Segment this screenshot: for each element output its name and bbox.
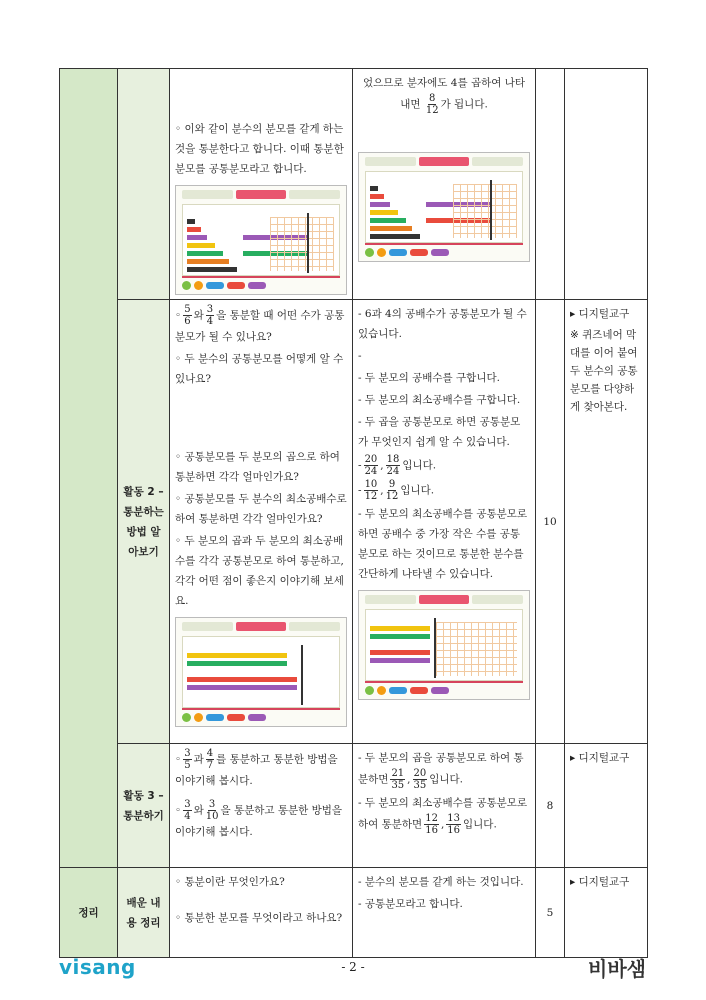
answer: - $\frac{10}{12}$ , $\frac{9}{12}$ 입니다. — [358, 479, 435, 502]
app-screenshot — [358, 590, 530, 700]
page-number: - 2 - — [341, 960, 365, 974]
student-text: 었으므로 분자에도 4를 곱하여 나타내면 — [362, 77, 526, 111]
answer: - 공통분모라고 합니다. — [358, 898, 463, 910]
question: ◦ $\frac{3}{4}$ 와 $\frac{3}{10}$ 을 통분하고 통분한 방법을 이야기해 봅시다. — [175, 799, 343, 838]
time-value: 5 — [536, 868, 565, 958]
tool-cell — [565, 69, 648, 300]
student-cell — [353, 300, 536, 744]
time-value: 8 — [536, 744, 565, 868]
table-row — [60, 744, 648, 868]
question: ◦ 두 분모의 곱과 두 분모의 최소공배수를 각각 공통분모로 하여 통분하고, 각각 어떤 점이 좋은지 이야기해 보세요. — [175, 535, 344, 607]
time-value: 10 — [536, 300, 565, 744]
tool-note: ※ 퀴즈네어 막대를 이어 붙여 두 분수의 공통분모를 다양하게 찾아본다. — [570, 329, 638, 413]
tool-cell — [565, 300, 648, 744]
question: ◦ $\frac{3}{5}$ 과 $\frac{4}{7}$ 를 통분하고 통분한 방법을 이야기해 봅시다. — [175, 748, 338, 787]
app-screenshot — [175, 185, 347, 295]
teacher-cell — [170, 69, 353, 300]
vivasam-logo: 비바샘 — [588, 957, 646, 981]
answer: - 두 분모의 곱을 공통분모로 하여 통분하면 $\frac{21}{35}$ , $\frac{20}{35}$ 입니다. — [358, 752, 524, 791]
teacher-cell — [170, 744, 353, 868]
teacher-cell — [170, 868, 353, 958]
student-cell — [353, 868, 536, 958]
tool-label: ▸ 디지털교구 — [570, 308, 630, 320]
answer: - 두 분모의 최소공배수를 공통분모로 하여 통분하면 $\frac{12}{16}$ , $\frac{13}{16}$ 입니다. — [358, 797, 528, 836]
answer: - — [358, 350, 362, 362]
teacher-cell — [170, 300, 353, 744]
answer: - 두 분모의 최소공배수를 공통분모로 하면 공배수 중 가장 작은 수를 공통분모로 하는 것이므로 통분한 분수를 간단하게 나타낼 수 있습니다. — [358, 508, 528, 580]
answer: - 두 분모의 최소공배수를 구합니다. — [358, 394, 521, 406]
question: ◦ 공통분모를 두 분모의 곱으로 하여 통분하면 각각 얼마인가요? — [175, 451, 340, 483]
question: ◦ 공통분모를 두 분수의 최소공배수로 하여 통분하면 각각 얼마인가요? — [175, 493, 347, 525]
student-cell — [353, 744, 536, 868]
app-screenshot — [175, 617, 347, 727]
activity-label: 활동 2 – 통분하는 방법 알아보기 — [118, 300, 170, 744]
time-cell — [536, 69, 565, 300]
table-row — [60, 300, 648, 744]
table-row — [60, 69, 648, 300]
answer: - 6과 4의 공배수가 공통분모가 될 수 있습니다. — [358, 308, 527, 340]
lesson-plan-table — [59, 68, 648, 958]
activity-label: 배운 내용 정리 — [118, 868, 170, 958]
answer: - 두 분모의 공배수를 구합니다. — [358, 372, 500, 384]
question: ◦ 두 분수의 공통분모를 어떻게 알 수 있나요? — [175, 353, 344, 385]
teacher-text: ◦ 이와 같이 분수의 분모를 같게 하는 것을 통분한다고 합니다. 이때 통분한 분모를 공통분모라고 합니다. — [175, 123, 344, 175]
stage-cell — [60, 69, 118, 868]
answer: - 두 곱을 공통분모로 하면 공통분모가 무엇인지 쉽게 알 수 있습니다. — [358, 416, 521, 448]
answer: - 분수의 분모를 같게 하는 것입니다. — [358, 876, 524, 888]
student-cell: 었으므로 분자에도 4를 곱하여 나타내면 $\frac{8}{12}$ 가 됩니다. — [353, 69, 536, 300]
question: ◦ 통분이란 무엇인가요? — [175, 876, 285, 888]
tool-label: ▸ 디지털교구 — [565, 868, 648, 958]
answer: - $\frac{20}{24}$ , $\frac{18}{24}$ 입니다. — [358, 454, 437, 477]
stage-label: 정리 — [60, 868, 118, 958]
activity-cell — [118, 69, 170, 300]
activity-label: 활동 3 – 통분하기 — [118, 744, 170, 868]
table-row — [60, 868, 648, 958]
question: ◦ $\frac{5}{6}$ 와 $\frac{3}{4}$ 을 통분할 때 어떤 수가 공통분모가 될 수 있나요? — [175, 304, 345, 343]
app-screenshot — [358, 152, 530, 262]
fraction: $\frac{8}{12}$ — [425, 93, 439, 116]
tool-label: ▸ 디지털교구 — [565, 744, 648, 868]
question: ◦ 통분한 분모를 무엇이라고 하나요? — [175, 912, 343, 924]
visang-logo: visang — [59, 955, 136, 979]
